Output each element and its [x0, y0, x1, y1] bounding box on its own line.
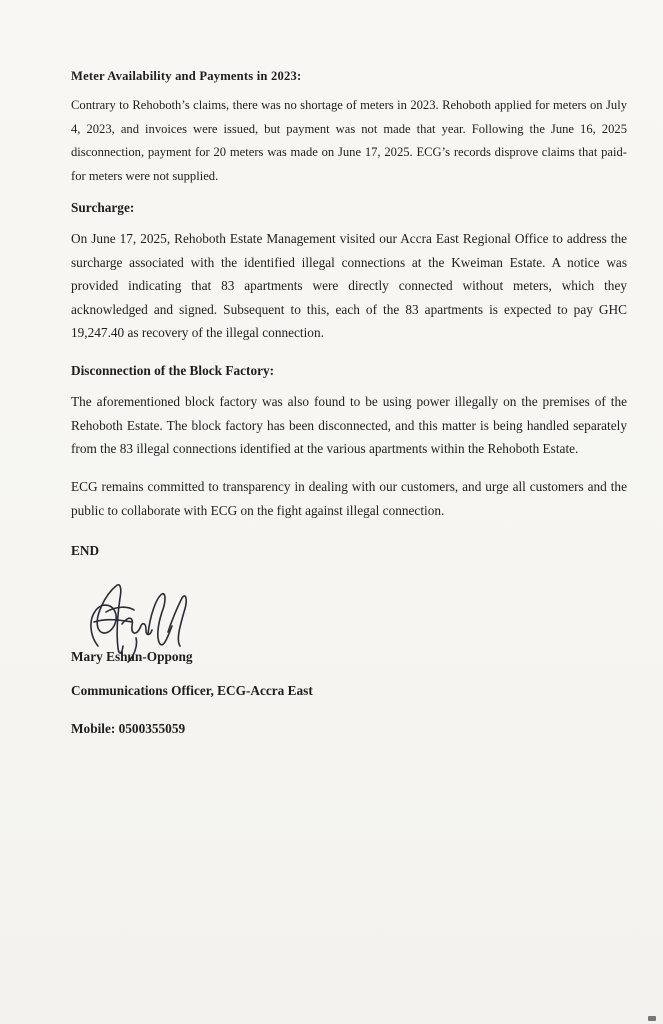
signatory-name: Mary Eshun-Oppong	[71, 649, 193, 664]
block-factory-paragraph: The aforementioned block factory was also found to be using power illegally on the premises of the Rehoboth Estate. The block factory has been disconnected, and this matter is being handled separately from the 83 illegal connections identified at the various apartments within the Rehoboth Estate.	[71, 394, 627, 456]
meter-heading: Meter Availability and Payments in 2023:	[71, 69, 302, 83]
signatory-title: Communications Officer, ECG-Accra East	[71, 683, 313, 698]
surcharge-heading: Surcharge:	[71, 200, 135, 215]
surcharge-paragraph: On June 17, 2025, Rehoboth Estate Management visited our Accra East Regional Office to address the surcharge associated with the identified illegal connections at the Kweiman Estate. A notice was provided indicating that 83 apartments were directly connected without meters, which they acknowledged and signed. Subsequent to this, each of the 83 apartments is expected to pay GHC 19,247.40 as recovery of the illegal connection.	[71, 231, 627, 340]
end-label: END	[71, 543, 100, 558]
signatory-mobile: Mobile: 0500355059	[71, 721, 186, 736]
meter-paragraph: Contrary to Rehoboth’s claims, there was no shortage of meters in 2023. Rehoboth applied for meters on July 4, 2023, and invoices were issued, but payment was not made that year. Following the June 16, 2025 disconnection, payment for 20 meters was made on June 17, 2025. ECG’s records disprove claims that paid-for meters were not supplied.	[71, 98, 627, 183]
closing-paragraph: ECG remains committed to transparency in dealing with our customers, and urge all customers and the public to collaborate with ECG on the fight against illegal connection.	[71, 479, 627, 518]
scan-artifact	[648, 1016, 656, 1021]
block-factory-heading: Disconnection of the Block Factory:	[71, 363, 275, 378]
